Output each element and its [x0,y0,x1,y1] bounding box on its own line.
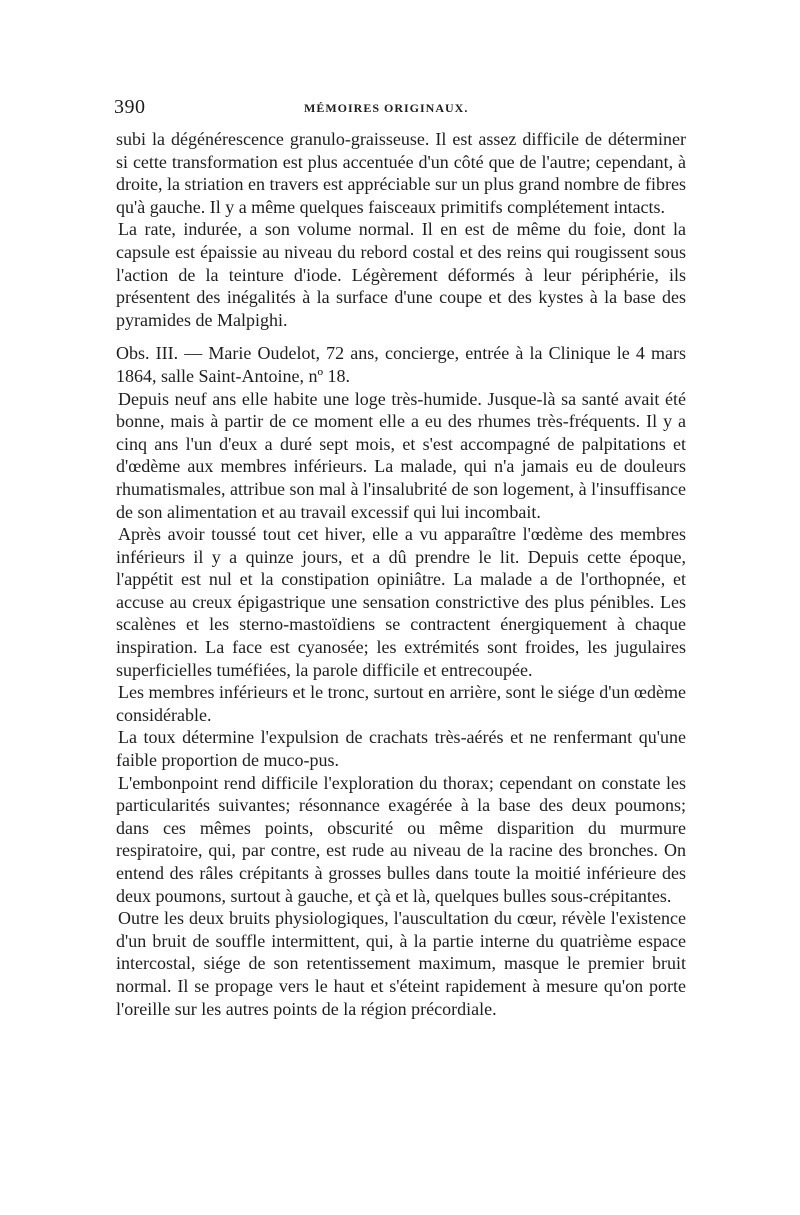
paragraph-9: Outre les deux bruits physiologiques, l'auscultation du cœur, révèle l'existence d'un bruit de souffle intermittent, qui, à la partie interne du quatrième espace intercostal, siége de son retentissement maximum, masque le premier bruit normal. Il se propage vers le haut et s'éteint rapidement à mesure qu'on porte l'oreille sur les autres points de la région précordiale. [116,908,686,1019]
paragraph-1: subi la dégénérescence granulo-graisseuse. Il est assez difficile de déterminer si cette transformation est plus accentuée d'un côté que de l'autre; cependant, à droite, la striation en travers est appréciable sur un plus grand nombre de fibres qu'à gauche. Il y a même quelques faisceaux primitifs complétement intacts. [116,129,686,217]
page-header [114,94,686,124]
paragraph-6: Les membres inférieurs et le tronc, surtout en arrière, sont le siége d'un œdème considérable. [116,682,686,725]
body-text [116,128,686,1020]
page-number: 390 [114,96,146,118]
paragraph-8: L'embonpoint rend difficile l'exploration du thorax; cependant on constate les particularités suivantes; résonnance exagérée à la base des deux poumons; dans ces mêmes points, obscurité ou même disparition du murmure respiratoire, qui, par contre, est rude au niveau de la racine des bronches. On entend des râles crépitants à grosses bulles dans toute la moitié inférieure des deux poumons, surtout à gauche, et çà et là, quelques bulles sous-crépitantes. [116,772,686,906]
paragraph-5: Après avoir toussé tout cet hiver, elle a vu apparaître l'œdème des membres inférieurs il y a quinze jours, et a dû prendre le lit. Depuis cette époque, l'appétit est nul et la constipation opiniâtre. La malade a de l'orthopnée, et accuse au creux épigastrique une sensation constrictive des plus pénibles. Les scalènes et les sterno-mastoïdiens se contractent énergiquement à chaque inspiration. La face est cyanosée; les extrémités sont froides, les jugulaires superficielles tuméfiées, la parole difficile et entrecoupée. [116,524,686,680]
paragraph-7: La toux détermine l'expulsion de crachats très-aérés et ne renfermant qu'une faible proportion de muco-pus. [116,727,686,771]
paragraph-4: Depuis neuf ans elle habite une loge très-humide. Jusque-là sa santé avait été bonne, mais à partir de ce moment elle a eu des rhumes très-fréquents. Il y a cinq ans l'un d'eux a duré sept mois, et s'est accompagné de palpitations et d'œdème aux membres inférieurs. La malade, qui n'a jamais eu de douleurs rhumatismales, attribue son mal à l'insalubrité de son logement, à l'insuffisance de son alimentation et au travail excessif qui lui incombait. [116,388,687,522]
paragraph-2: La rate, indurée, a son volume normal. Il en est de même du foie, dont la capsule est épaissie au niveau du rebord costal et des reins qui rougissent sous l'action de la teinture d'iode. Légèrement déformés à leur périphérie, ils présentent des inégalités à la surface d'une coupe et des kystes à la base des pyramides de Malpighi. [116,219,686,330]
running-head: MÉMOIRES ORIGINAUX. [304,101,469,115]
paragraph-observation-heading: Obs. III. — Marie Oudelot, 72 ans, concierge, entrée à la Clinique le 4 mars 1864, salle Saint-Antoine, nº 18. [116,343,686,386]
